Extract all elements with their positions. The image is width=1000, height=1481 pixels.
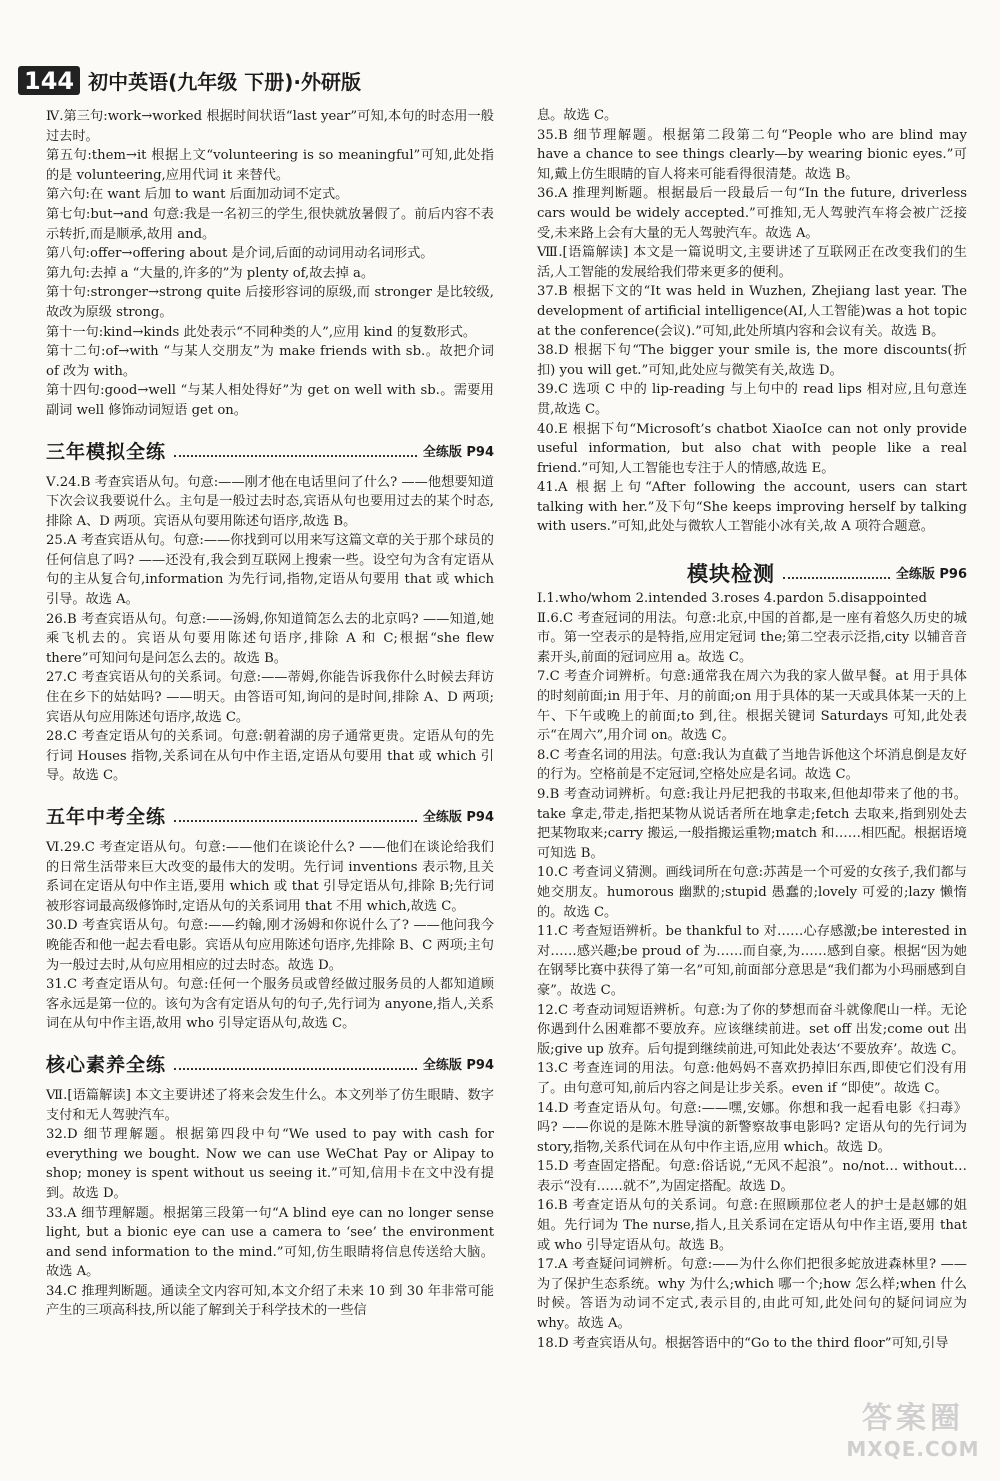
answer-entry: 35.B 细节理解题。根据第二段第二句“People who are blind may have a chance to see things clearly—by wearing bionic eyes.”可知,戴上仿生眼睛的盲人将来可能看得很清楚。故选 B。 <box>537 127 967 182</box>
answer-entry: 第六句:在 want 后加 to want 后面加动词不定式。 <box>46 187 349 203</box>
answer-entry: 37.B 根据下文的“It was held in Wuzhen, Zhejiang last year. The development of artificial intelligence(AI,人工智能)was a hot topic at the conference(会议).”可知,此处所填内容和会议有关。故选 B。 <box>537 284 967 339</box>
watermark-url: MXQE.COM <box>846 1437 980 1461</box>
answer-entry: 16.B 考查定语从句的关系词。句意:在照顾那位老人的护士是赵娜的姐姐。先行词为 The nurse,指人,且关系词在定语从句中作主语,要用 that 或 who 引导定语从句。故选 B。 <box>537 1198 967 1253</box>
page-number: 144 <box>18 66 80 95</box>
intro-entries <box>46 107 494 421</box>
dotted-leader <box>783 577 890 579</box>
dotted-leader <box>174 820 417 822</box>
answer-entry: Ⅴ.24.B 考查宾语从句。句意:——刚才他在电话里问了什么? ——他想要知道下次会议我要说什么。主句是一般过去时态,宾语从句也要用过去的某个时态,排除 A、D 两项。宾语从句要用陈述句语序,故选 B。 <box>46 474 494 529</box>
answer-entry: 28.C 考查定语从句的关系词。句意:朝着湖的房子通常更贵。定语从句的先行词 Houses 指物,关系词在从句中作主语,定语从句要用 that 或 which 引导。故选 C。 <box>46 729 494 784</box>
answer-entry: 17.A 考查疑问词辨析。句意:——为什么你们把很多蛇放进森林里? ——为了保护生态系统。why 为什么;which 哪一个;how 怎么样;when 什么时候。答语为动词不定式,表示目的,由此可知,此处问句的疑问词应为 why。故选 A。 <box>537 1257 967 1332</box>
section-page-ref: 全练版 P94 <box>422 444 494 460</box>
answer-entry: Ⅱ.6.C 考查冠词的用法。句意:北京,中国的首都,是一座有着悠久历史的城市。第一空表示的是特指,应用定冠词 the;第二空表示泛指,city 以辅音音素开头,前面的冠词应用 a。故选 C。 <box>537 610 967 665</box>
watermark-logo <box>838 1401 988 1465</box>
answer-entry: 第十一句:kind→kinds 此处表示“不同种类的人”,应用 kind 的复数形式。 <box>46 324 477 340</box>
answer-entry: 36.A 推理判断题。根据最后一段最后一句“In the future, driverless cars would be widely accepted.”可推知,无人驾驶汽车将会被广泛接受,未来路上会有大量的无人驾驶汽车。故选 A。 <box>537 186 967 241</box>
section-header-core-literacy <box>46 1046 494 1076</box>
section-page-ref: 全练版 P94 <box>422 810 494 826</box>
section-header-three-year <box>46 433 494 463</box>
section-header-five-year <box>46 798 494 828</box>
answer-entry: 第九句:去掉 a “大量的,许多的”为 plenty of,故去掉 a。 <box>46 265 375 281</box>
answer-entry: 41.A 根据上句“After following the account, users can start talking with her.”及下句“She keeps improving herself by talking with users.”可知,此处与微软人工智能小冰有关,故 A 项符合题意。 <box>537 480 967 535</box>
answer-entry: 第七句:but→and 句意:我是一名初三的学生,很快就放暑假了。前后内容不表示转折,而是顺承,故用 and。 <box>46 206 494 242</box>
section-title: 核心素养全练 <box>46 1054 167 1077</box>
answer-entry: 15.D 考查固定搭配。句意:俗话说,“无风不起浪”。no/not… without… 表示“没有……就不”,为固定搭配。故选 D。 <box>537 1159 967 1194</box>
answer-entry: 12.C 考查动词短语辨析。句意:为了你的梦想而奋斗就像爬山一样。无论你遇到什么困难都不要放弃。应该继续前进。set off 出发;come out 出版;give up 放弃。后句提到继续前进,可知此处表达‘不要放弃’。故选 C。 <box>537 1002 967 1057</box>
answer-entry: 39.C 选项 C 中的 lip-reading 与上句中的 read lips 相对应,且句意连贯,故选 C。 <box>537 382 967 417</box>
section-title: 三年模拟全练 <box>46 440 167 463</box>
answer-entry: 34.C 推理判断题。通读全文内容可知,本文介绍了未来 10 到 30 年非常可能产生的三项高科技,所以能了解到关于科学技术的一些信 <box>46 1283 494 1319</box>
answer-entry: 25.A 考查宾语从句。句意:——你找到可以用来写这篇文章的关于那个球员的任何信息了吗? ——还没有,我会到互联网上搜索一些。设空句为含有定语从句的主从复合句,information 为先行词,指物,定语从句要用 that 或 which 引导。故选 A。 <box>46 533 494 608</box>
section-page-ref: 全练版 P96 <box>895 567 967 583</box>
answer-entry: 27.C 考查宾语从句的关系词。句意:——蒂姆,你能告诉我你什么时候去拜访住在乡下的姑姑吗? ——明天。由答语可知,询问的是时间,排除 A、D 两项;宾语从句应用陈述句语序,故选 C。 <box>46 670 494 725</box>
answer-entry: 18.D 考查宾语从句。根据答语中的“Go to the third floor”可知,引导 <box>537 1335 949 1351</box>
answer-entry: 第五句:them→it 根据上文“volunteering is so meaningful”可知,此处指的是 volunteering,应用代词 it 来替代。 <box>46 148 494 183</box>
answer-entry: 第十句:stronger→strong quite 后接形容词的原级,而 stronger 是比较级,故改为原级 strong。 <box>46 285 494 320</box>
watermark-text: 答案圈 <box>862 1401 964 1436</box>
answer-entry: 13.C 考查连词的用法。句意:他妈妈不喜欢扔掉旧东西,即使它们没有用了。由句意可知,前后内容之间是让步关系。even if “即使”。故选 C。 <box>537 1061 967 1096</box>
dotted-leader <box>174 455 417 457</box>
left-column <box>46 107 494 1321</box>
section-page-ref: 全练版 P94 <box>422 1058 494 1074</box>
answer-entry: 38.D 根据下句“The bigger your smile is, the more discounts(折扣) you will get.”可知,此处应与微笑有关,故选 D。 <box>537 343 967 378</box>
answer-entry: 息。故选 C。 <box>537 108 618 123</box>
page-header <box>18 66 361 95</box>
answer-entry: 第十四句:good→well “与某人相处得好”为 get on well with sb.。需要用副词 well 修饰动词短语 get on。 <box>46 383 494 418</box>
right-column <box>537 106 967 1353</box>
answer-entry: 第十二句:of→with “与某人交朋友”为 make friends with sb.。故把介词 of 改为 with。 <box>46 344 494 379</box>
answer-entry: Ⅰ.1.who/whom 2.intended 3.roses 4.pardon 5.disappointed <box>537 591 927 607</box>
answer-entry: 26.B 考查宾语从句。句意:——汤姆,你知道简怎么去的北京吗? ——知道,她乘飞机去的。宾语从句要用陈述句语序,排除 A 和 C;根据“she flew there”可知问句是问怎么去的。故选 B。 <box>46 611 494 666</box>
section-title: 五年中考全练 <box>46 806 167 829</box>
answer-entry: 33.A 细节理解题。根据第三段第一句“A blind eye can no longer sense light, but a bionic eye can use a camera to ‘see’ the environment and send information to the mind.”可知,仿生眼睛将信息传送给大脑。故选 A。 <box>46 1205 494 1280</box>
answer-entry: 31.C 考查定语从句。句意:任何一个服务员或曾经做过服务员的人都知道顾客永远是第一位的。该句为含有定语从句的句子,先行词为 anyone,指人,关系词在从句中作主语,故用 who 引导定语从句,故选 C。 <box>46 977 494 1032</box>
answer-entry: 第八句:offer→offering about 是介词,后面的动词用动名词形式。 <box>46 246 434 262</box>
answer-entry: Ⅵ.29.C 考查定语从句。句意:——他们在谈论什么? ——他们在谈论给我们的日常生活带来巨大改变的最伟大的发明。先行词 inventions 表示物,且关系词在定语从句中作主语,要用 which 或 that 引导定语从句,排除 B;先行词被形容词最高级修饰时,定语从句的关系词用 that 不用 which,故选 C。 <box>46 840 494 914</box>
section-title: 模块检测 <box>687 562 775 587</box>
answer-entry: 9.B 考查动词辨析。句意:我让丹尼把我的书取来,但他却带来了他的书。take 拿走,带走,指把某物从说话者所在地拿走;fetch 去取来,指到别处去把某物取来;carry 搬运,一般指搬运重物;match 和……相匹配。根据语境可知选 B。 <box>537 787 967 861</box>
answer-entry: 30.D 考查宾语从句。句意:——约翰,刚才汤姆和你说什么了? ——他问我今晚能否和他一起去看电影。宾语从句应用陈述句语序,先排除 B、C 两项;主句为一般过去时,从句应用相应的过去时态。故选 D。 <box>46 918 494 973</box>
answer-entry: Ⅶ.[语篇解读] 本文主要讲述了将来会发生什么。本文列举了仿生眼睛、数字支付和无人驾驶汽车。 <box>46 1087 494 1123</box>
answer-entry: Ⅳ.第三句:work→worked 根据时间状语“last year”可知,本句的时态用一般过去时。 <box>46 109 494 144</box>
dotted-leader <box>174 1068 417 1070</box>
answer-entry: Ⅷ.[语篇解读] 本文是一篇说明文,主要讲述了互联网正在改变我们的生活,人工智能的发展给我们带来更多的便利。 <box>537 245 967 280</box>
answer-entry: 32.D 细节理解题。根据第四段中句“We used to pay with cash for everything we bought. Now we can use WeChat Pay or Alipay to shop; money is spent without us seeing it.”可知,信用卡在文中没有提到。故选 D。 <box>46 1127 494 1201</box>
answer-entry: 11.C 考查短语辨析。be thankful to 对……心存感激;be interested in 对……感兴趣;be proud of 为……而自豪,为……感到自豪。根据“因为她在钢琴比赛中获得了第一名”可知,前面部分意思是“我们都为小玛丽感到自豪”。故选 C。 <box>537 924 967 998</box>
answer-entry: 10.C 考查词义猜测。画线词所在句意:苏茜是一个可爱的女孩子,我们都与她交朋友。humorous 幽默的;stupid 愚蠢的;lovely 可爱的;lazy 懒惰的。故选 C。 <box>537 865 967 920</box>
answer-entry: 7.C 考查介词辨析。句意:通常我在周六为我的家人做早餐。at 用于具体的时刻前面;in 用于年、月的前面;on 用于具体的某一天或具体某一天的上午、下午或晚上的前面;to 到,往。根据关键词 Saturdays 可知,此处表示“在周六”,用介词 on。故选 C。 <box>537 669 967 744</box>
section-header-module-test <box>687 555 967 585</box>
book-title: 初中英语(九年级 下册)·外研版 <box>88 70 361 94</box>
answer-entry: 14.D 考查定语从句。句意:——嘿,安娜。你想和我一起看电影《扫毒》吗? ——你说的是陈木胜导演的新警察故事电影吗? 定语从句的先行词为 story,指物,关系代词在从句中作主语,应用 which。故选 D。 <box>537 1100 967 1155</box>
answer-entry: 40.E 根据下句“Microsoft’s chatbot XiaoIce can not only provide useful information, but also chat with people like a real friend.”可知,人工智能也专注于人的情感,故选 E。 <box>537 421 967 476</box>
answer-entry: 8.C 考查名词的用法。句意:我认为直截了当地告诉他这个坏消息倒是友好的行为。空格前是不定冠词,空格处应是名词。故选 C。 <box>537 747 967 783</box>
